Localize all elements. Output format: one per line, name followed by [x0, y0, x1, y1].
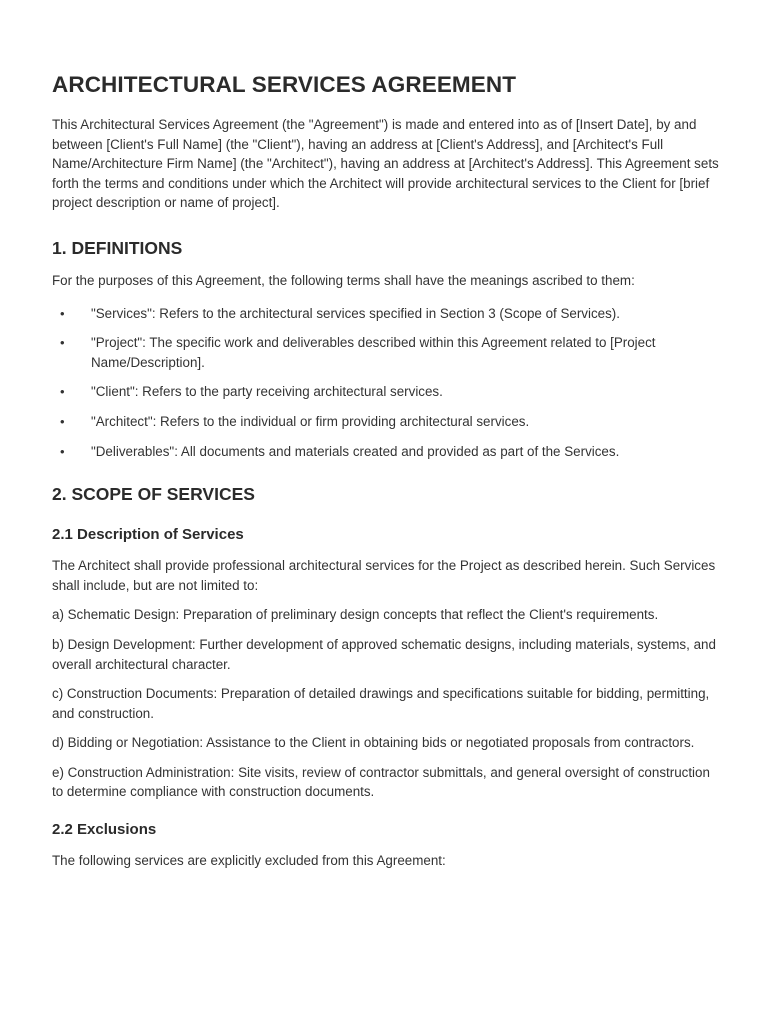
section-heading-definitions: 1. DEFINITIONS	[52, 237, 183, 258]
service-item-bidding: d) Bidding or Negotiation: Assistance to the Client in obtaining bids or negotiated proposals from contractors.	[52, 735, 695, 751]
bullet-icon: •	[60, 384, 65, 400]
service-item-construction-administration: e) Construction Administration: Site visits, review of contractor submittals, and general oversight of construction to determine compliance with construction documents.	[52, 764, 710, 800]
bullet-icon: •	[60, 443, 65, 459]
definitions-intro: For the purposes of this Agreement, the following terms shall have the meanings ascribed to them:	[52, 272, 635, 288]
definition-text: "Project": The specific work and deliverables described within this Agreement related to [Project Name/Description].	[91, 335, 656, 370]
service-item-design-development: b) Design Development: Further development of approved schematic designs, including materials, systems, and overall architectural character.	[52, 636, 716, 672]
exclusions-intro: The following services are explicitly excluded from this Agreement:	[52, 853, 446, 869]
service-item-schematic-design: a) Schematic Design: Preparation of preliminary design concepts that reflect the Client's requirements.	[52, 607, 659, 623]
document-page	[52, 70, 720, 881]
bullet-icon: •	[60, 413, 65, 429]
subsection-heading-description: 2.1 Description of Services	[52, 526, 244, 544]
intro-paragraph: This Architectural Services Agreement (the "Agreement") is made and entered into as of [Insert Date], by and between [Client's Full Name] (the "Client"), having an address at [Client's Address], and [Architect's Full Name/Architecture Firm Name] (the "Architect"), having an address at [Architect's Address]. This Agreement sets forth the terms and conditions under which the Architect will provide architectural services to the Client for [brief project description or name of project].	[52, 117, 719, 211]
definition-item-deliverables	[52, 442, 720, 462]
definition-text: "Client": Refers to the party receiving architectural services.	[91, 384, 443, 400]
definition-text: "Deliverables": All documents and materials created and provided as part of the Services.	[91, 443, 620, 459]
service-item-construction-documents: c) Construction Documents: Preparation of detailed drawings and specifications suitable for bidding, permitting, and construction.	[52, 686, 710, 721]
definition-item-services	[52, 304, 720, 324]
document-title: ARCHITECTURAL SERVICES AGREEMENT	[52, 72, 517, 97]
definition-text: "Architect": Refers to the individual or firm providing architectural services.	[91, 413, 530, 429]
description-intro: The Architect shall provide professional architectural services for the Project as described herein. Such Services shall include, but are not limited to:	[52, 558, 716, 593]
definition-item-project	[52, 333, 720, 372]
definition-item-client	[52, 382, 720, 402]
definitions-list	[52, 304, 720, 462]
bullet-icon: •	[60, 335, 65, 351]
definition-text: "Services": Refers to the architectural services specified in Section 3 (Scope of Services).	[91, 305, 620, 321]
definition-item-architect	[52, 412, 720, 432]
section-heading-scope: 2. SCOPE OF SERVICES	[52, 484, 255, 505]
bullet-icon: •	[60, 305, 65, 321]
subsection-heading-exclusions: 2.2 Exclusions	[52, 821, 157, 839]
